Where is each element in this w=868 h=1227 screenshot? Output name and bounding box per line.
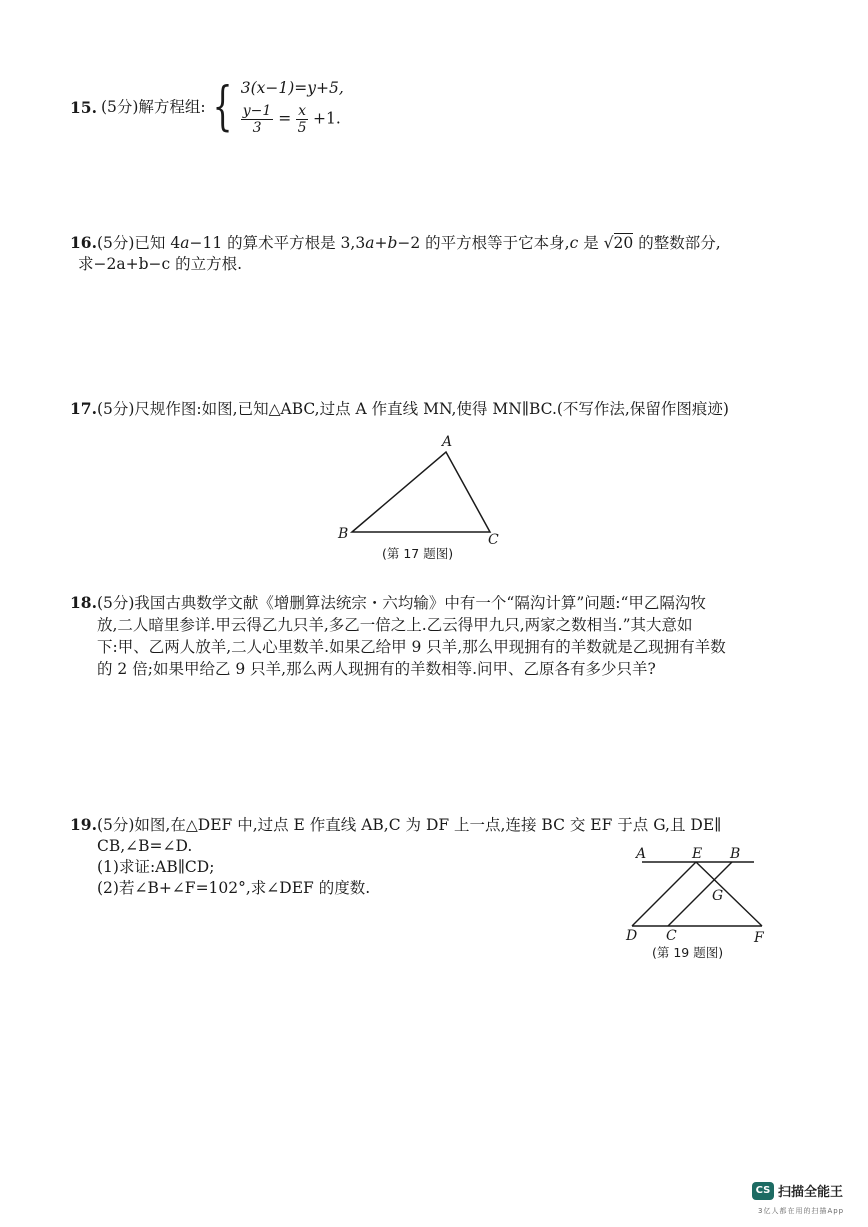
triangle-abc	[352, 452, 490, 532]
label-d: D	[626, 928, 638, 944]
sub-question-1: (1)求证:AB∥CD;	[97, 858, 215, 876]
brace-icon: {	[212, 77, 233, 137]
equation-1: 3(x−1)=y+5,	[240, 79, 344, 97]
sub-question-2: (2)若∠B+∠F=102°,求∠DEF 的度数.	[97, 879, 371, 897]
question-16-line-1: 16.(5分)已知 4a−11 的算术平方根是 3,3a+b−2 的平方根等于它本身,c 是 √20 的整数部分,	[70, 233, 721, 252]
question-17-text: (5分)尺规作图:如图,已知△ABC,过点 A 作直线 MN,使得 MN∥BC.(不写作法,保留作图痕迹)	[96, 400, 729, 418]
label-e: E	[692, 846, 703, 862]
question-number: 15.	[70, 97, 97, 117]
equation-2: $\frac{y-1}{3}$ = $\frac{x}{5}$ +1.	[242, 103, 341, 136]
label-a: A	[442, 434, 453, 450]
cs-logo-icon: CS	[752, 1182, 774, 1200]
question-15	[70, 78, 800, 136]
label-f: F	[754, 930, 764, 946]
label-a: A	[636, 846, 647, 862]
sqrt-icon: √	[603, 234, 614, 252]
question-prefix: (5分)解方程组:	[100, 97, 206, 116]
label-b: B	[338, 526, 349, 542]
question-18: 18.(5分)我国古典数学文献《增删算法统宗・六均输》中有一个“隔沟计算”问题:“甲乙隔沟牧 放,二人暗里参详.甲云得乙九只羊,多乙一倍之上.乙云得甲九只,两家之数相当.”其大意如 下:甲、乙两人放羊,二人心里数羊.如果乙给甲 9 只羊,那么甲现拥有的羊数就是乙现拥有羊数 的 2 倍;如果甲给乙 9 只羊,那么两人现拥有的羊数相等.问甲、乙原各有多少只羊?	[70, 593, 726, 678]
question-16	[70, 232, 800, 275]
scanner-name: 扫描全能王	[778, 1185, 844, 1200]
scanner-tagline: 3亿人都在用的扫描App	[758, 1207, 845, 1215]
equation-system	[70, 78, 344, 136]
line-ef	[696, 862, 762, 926]
label-c: C	[666, 928, 677, 944]
triangle-def-figure	[622, 846, 772, 946]
question-19: 19.(5分)如图,在△DEF 中,过点 E 作直线 AB,C 为 DF 上一点,连接 BC 交 EF 于点 G,且 DE∥ CB,∠B=∠D. (1)求证:AB∥CD; (2)若∠B+∠F=102°,求∠DEF 的度数.	[70, 814, 800, 899]
label-b: B	[730, 846, 741, 862]
line-de	[632, 862, 696, 926]
figure-19-caption: (第 19 题图)	[652, 945, 724, 960]
label-g: G	[712, 888, 724, 904]
label-c: C	[488, 532, 499, 548]
scanner-logo	[752, 1181, 843, 1200]
figure-17-caption: (第 17 题图)	[382, 546, 454, 561]
question-16-line-2: 求−2a+b−c 的立方根.	[78, 255, 243, 273]
question-17: 17.(5分)尺规作图:如图,已知△ABC,过点 A 作直线 MN,使得 MN∥BC.(不写作法,保留作图痕迹)	[70, 399, 729, 418]
